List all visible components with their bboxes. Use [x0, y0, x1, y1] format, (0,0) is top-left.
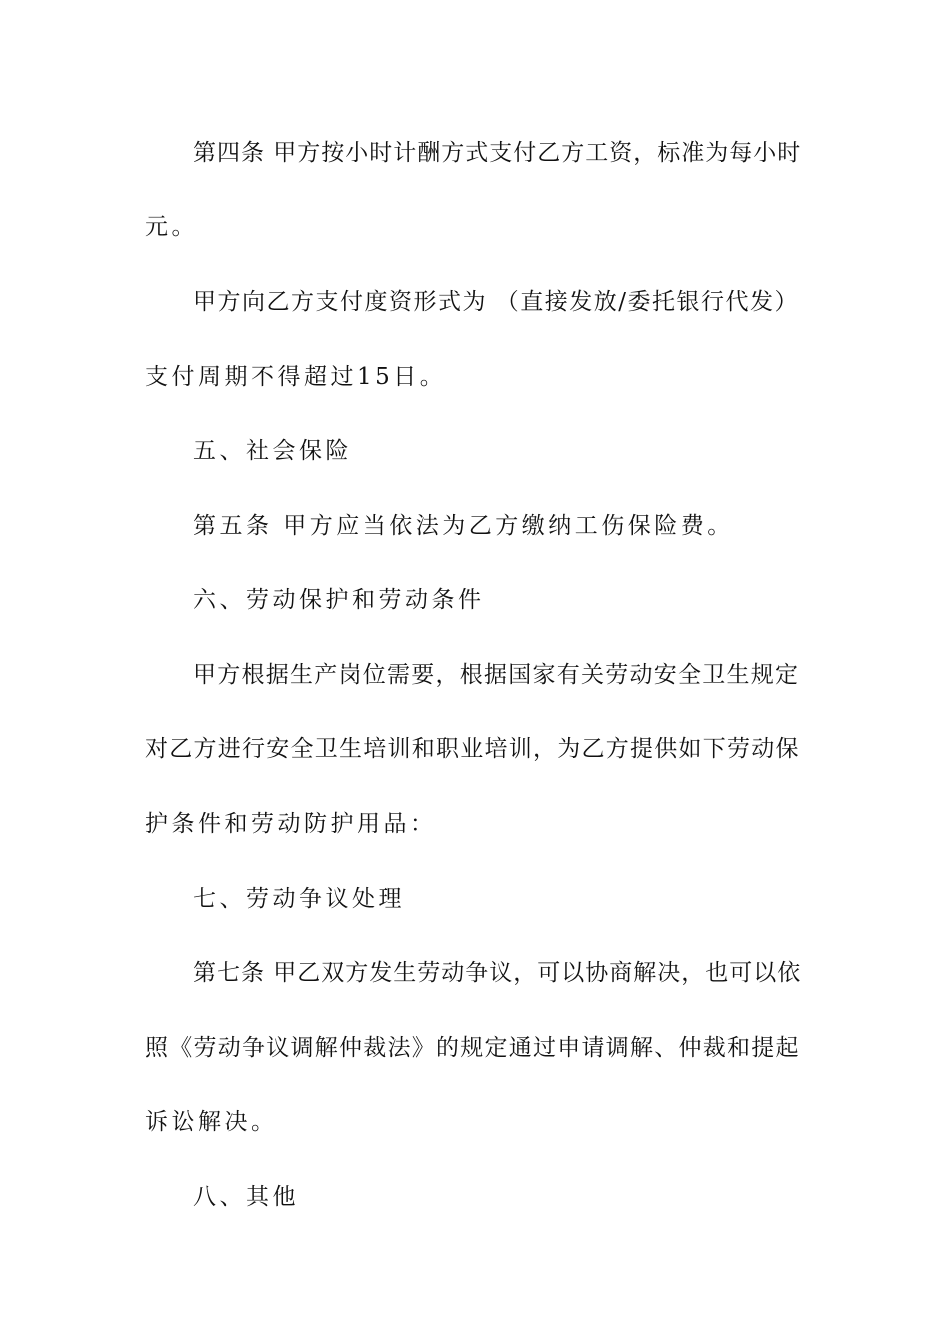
section-8-heading: 八、其他 [193, 1184, 299, 1210]
section-7-heading: 七、劳动争议处理 [193, 886, 405, 912]
section-6-heading: 六、劳动保护和劳动条件 [193, 587, 485, 613]
article-5-line: 第五条 甲方应当依法为乙方缴纳工伤保险费。 [193, 513, 734, 539]
labor-protection-line-3: 护条件和劳动防护用品： [145, 811, 437, 837]
article-7-line-1: 第七条 甲乙双方发生劳动争议，可以协商解决，也可以依 [193, 960, 802, 986]
article-4-line-2: 元。 [145, 214, 198, 240]
payment-form-line: 甲方向乙方支付度资形式为 （直接发放/委托银行代发） [193, 289, 800, 315]
article-4-line-1: 第四条 甲方按小时计酬方式支付乙方工资，标准为每小时 [193, 140, 802, 166]
labor-protection-line-2: 对乙方进行安全卫生培训和职业培训，为乙方提供如下劳动保 [145, 736, 800, 762]
payment-period-line: 支付周期不得超过15日。 [145, 364, 447, 390]
article-7-line-2: 照《劳动争议调解仲裁法》的规定通过申请调解、仲裁和提起 [145, 1035, 800, 1061]
labor-protection-line-1: 甲方根据生产岗位需要，根据国家有关劳动安全卫生规定 [193, 662, 800, 688]
section-5-heading: 五、社会保险 [193, 438, 352, 464]
article-7-line-3: 诉讼解决。 [145, 1109, 278, 1135]
